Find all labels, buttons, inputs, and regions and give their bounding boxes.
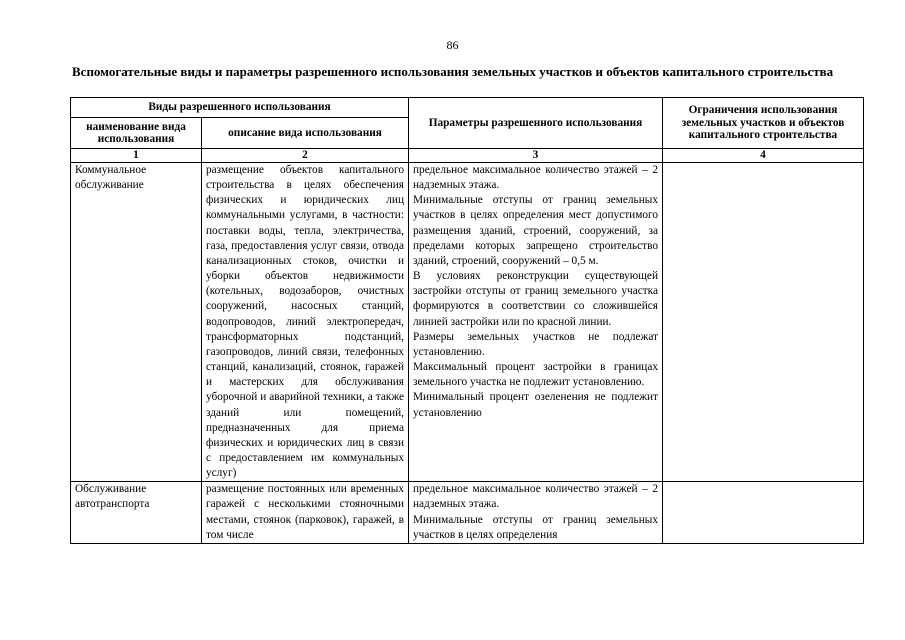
header-usage-name: наименование вида использования <box>71 118 202 149</box>
param-line: В условиях реконструкции существующей застройки отступы от границ земельного участка формируются в соответствии со сложившейся линией застройки или по красной линии. <box>413 270 658 328</box>
table-row <box>71 163 864 482</box>
table-row <box>71 482 864 544</box>
usage-params-cell <box>409 163 663 482</box>
col-number-3: 3 <box>409 149 663 163</box>
header-usage-types: Виды разрешенного использования <box>71 98 409 118</box>
param-line: Минимальные отступы от границ земельных участков в целях определения <box>413 513 658 541</box>
header-usage-description: описание вида использования <box>202 118 409 149</box>
col-number-4: 4 <box>663 149 864 163</box>
param-line: предельное максимальное количество этажей – 2 надземных этажа. <box>413 483 658 511</box>
param-line: Минимальные отступы от границ земельных участков в целях определения мест допустимого размещения зданий, строений, сооружений, за пределами которых запрещено строительство зданий, строений, сооружений – 0,5 м. <box>413 194 658 267</box>
param-line: Минимальный процент озеленения не подлежит установлению <box>413 391 658 419</box>
page-number: 86 <box>446 38 459 52</box>
param-line: Размеры земельных участков не подлежат установлению. <box>413 330 658 358</box>
param-line: предельное максимальное количество этажей – 2 надземных этажа. <box>413 164 658 192</box>
usage-description-cell: размещение объектов капитального строительства в целях обеспечения физических и юридических лиц коммунальными услугами, в частности: поставки воды, тепла, электричества, газа, предоставления услуг связи, отвода канализационных стоков, очистки и уборки объектов недвижимости (котельных, водозаборов, очистных сооружений, насосных станций, водопроводов, линий электропередач, трансформаторных подстанций, газопроводов, линий связи, телефонных станций, канализаций, стоянок, гаражей и мастерских для обслуживания уборочной и аварийной техники, а также зданий или помещений, предназначенных для приема физических и юридических лиц в связи с предоставлением им коммунальных услуг) <box>202 163 409 482</box>
usage-table <box>70 97 864 544</box>
param-line: Максимальный процент застройки в границах земельного участка не подлежит установлению. <box>413 361 658 389</box>
col-number-2: 2 <box>202 149 409 163</box>
col-number-1: 1 <box>71 149 202 163</box>
usage-restrictions-cell <box>663 163 864 482</box>
usage-restrictions-cell <box>663 482 864 544</box>
usage-params-cell <box>409 482 663 544</box>
section-title: Вспомогательные виды и параметры разрешенного использования земельных участков и объектов капитального строительства <box>72 64 834 79</box>
usage-description-cell: размещение постоянных или временных гаражей с несколькими стояночными местами, стоянок (парковок), гаражей, в том числе <box>202 482 409 544</box>
header-restrictions: Ограничения использования земельных участков и объектов капитального строительства <box>663 98 864 149</box>
usage-name-cell: Обслуживание автотранспорта <box>71 482 202 544</box>
header-params: Параметры разрешенного использования <box>409 98 663 149</box>
usage-name-cell: Коммунальное обслуживание <box>71 163 202 482</box>
